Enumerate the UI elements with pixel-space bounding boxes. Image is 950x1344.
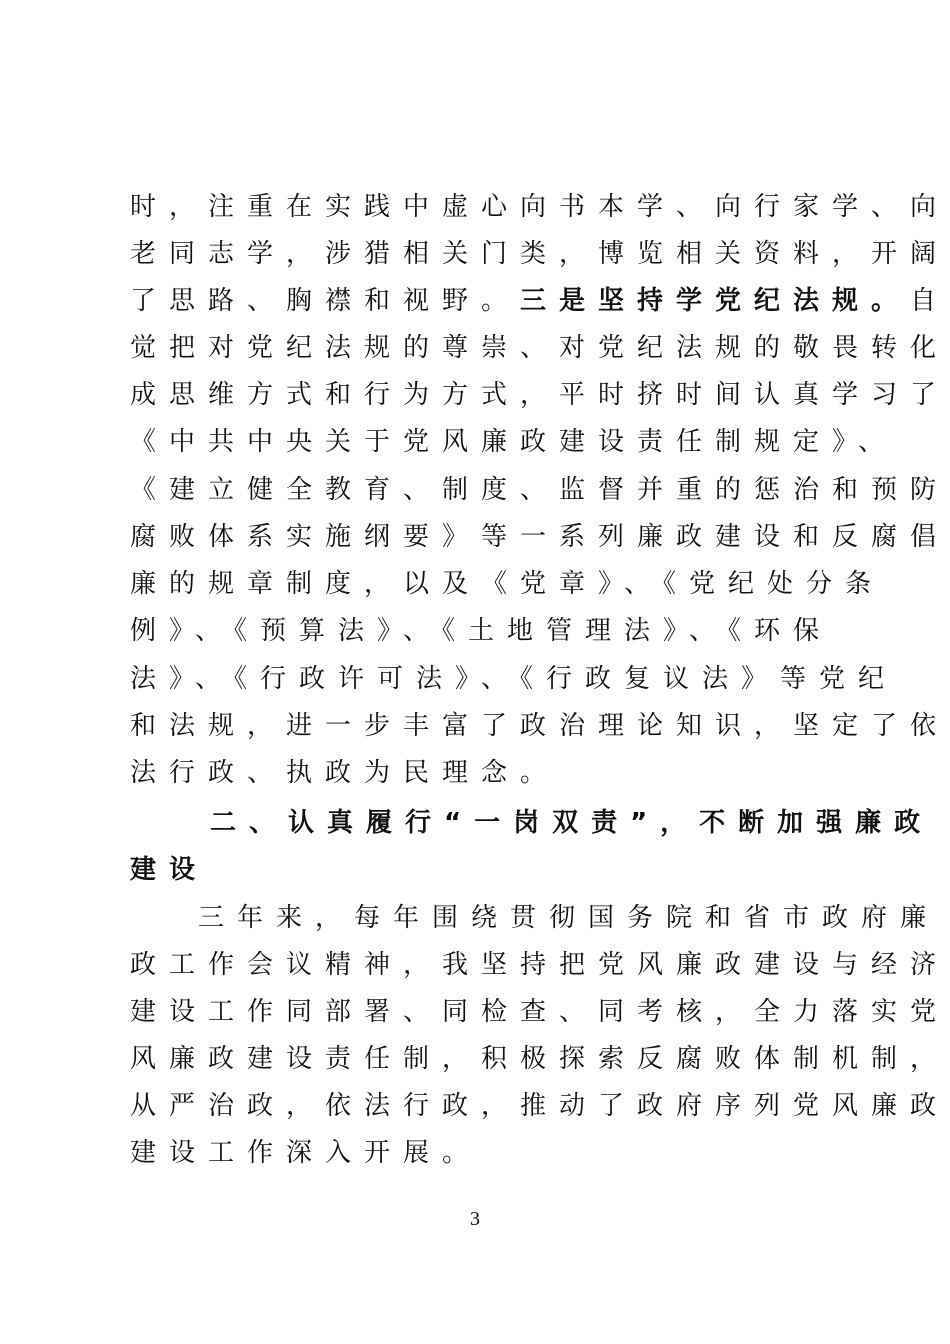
body-text-line: 《建立健全教育、制度、监督并重的惩治和预防 [130, 475, 950, 505]
body-text-line: 《中共中央关于党风廉政建设责任制规定》、 [130, 427, 898, 457]
section-heading-continuation: 建设 [130, 855, 209, 885]
body-text-segment: 自 [910, 286, 950, 316]
paragraph-first-line: 三年来，每年围绕贯彻国务院和省市政府廉 [198, 903, 940, 933]
body-text-line: 老同志学，涉猎相关门类，博览相关资料，开阔 [130, 239, 950, 269]
body-text-line: 和法规，进一步丰富了政治理论知识，坚定了依 [130, 711, 950, 741]
body-text-line: 法行政、执政为民理念。 [130, 758, 560, 788]
body-text-line: 例》、《预算法》、《土地管理法》、《环保 [130, 616, 833, 646]
body-text-line: 时，注重在实践中虚心向书本学、向行家学、向 [130, 192, 950, 222]
body-text-line: 成思维方式和行为方式，平时挤时间认真学习了 [130, 380, 950, 410]
body-text-line: 风廉政建设责任制，积极探索反腐败体制机制， [130, 1044, 950, 1074]
body-text-line: 政工作会议精神，我坚持把党风廉政建设与经济 [130, 950, 950, 980]
section-heading: 二、认真履行“一岗双责”，不断加强廉政 [210, 808, 934, 838]
section-emphasis: 三是坚持学党纪法规。 [520, 286, 911, 316]
body-text-line: 腐败体系实施纲要》等一系列廉政建设和反腐倡 [130, 522, 950, 552]
body-text-line: 建设工作深入开展。 [130, 1138, 482, 1168]
page-number: 3 [470, 1208, 480, 1230]
body-text-line [130, 286, 950, 316]
body-text-line: 建设工作同部署、同检查、同考核，全力落实党 [130, 997, 950, 1027]
body-text-line: 觉把对党纪法规的尊崇、对党纪法规的敬畏转化 [130, 333, 950, 363]
body-text-segment: 了思路、胸襟和视野。 [130, 286, 521, 316]
body-text-line: 从严治政，依法行政，推动了政府序列党风廉政 [130, 1091, 950, 1121]
body-text-line: 法》、《行政许可法》、《行政复议法》等党纪 [130, 664, 898, 694]
body-text-line: 廉的规章制度，以及《党章》、《党纪处分条 [130, 569, 885, 599]
